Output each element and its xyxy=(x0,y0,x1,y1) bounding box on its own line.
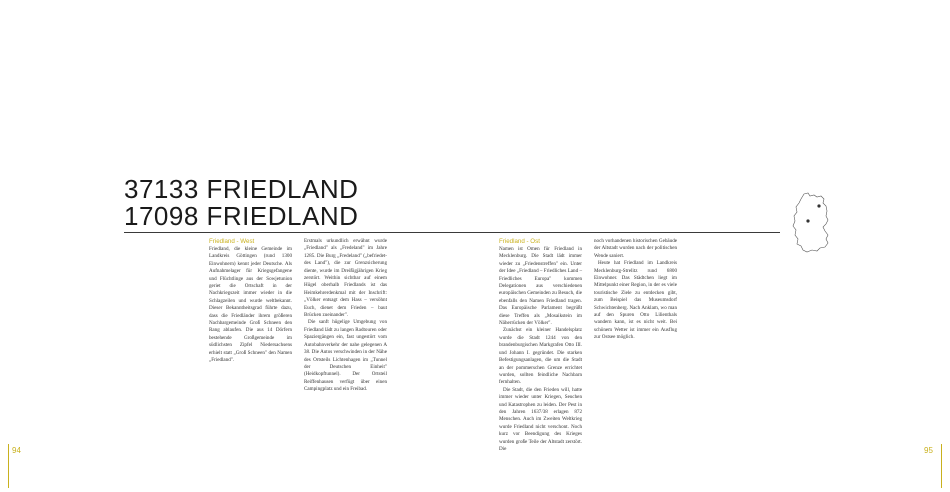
title-line-ost: 17098 FRIEDLAND xyxy=(124,201,359,231)
title-line-west: 37133 FRIEDLAND xyxy=(124,174,359,204)
page-number-right: 95 xyxy=(924,446,933,455)
paragraph: Friedland, die kleine Gemeinde im Landkreis Göttingen (rund 1300 Einwohnern) kennt jeder Deutsche. Als Aufnahmelager für Kriegsgefangene und Flüchtlinge aus der Sowjetunion geriet die Ortschaft in der Nachkriegszeit immer wieder in die Schlagzeilen und wurde weltbekannt. Dieser Bekanntheitsgrad führte dazu, dass die Friedländer ihrem größeren Nachbargemeinde Groß Schneen den Rang ablaufen. Die aus 14 Dörfern bestehende Großgemeinde im südlichsten Zipfel Niedersachsens erhielt statt „Groß Schneen" den Namen „Friedland". xyxy=(209,246,292,364)
map-marker-west xyxy=(806,219,809,222)
title-divider xyxy=(124,232,780,233)
column-west-continued xyxy=(304,238,387,394)
paragraph: Die Stadt, die den Frieden will, hatte immer wieder unter Kriegen, Seuchen und Katastrophen zu leiden. Der Pest in den Jahren 1637/38 erlagen 872 Menschen. Auch im Zweiten Weltkrieg wurde Friedland nicht verschont. Noch kurz vor Beendigung des Krieges wurden große Teile der Altstadt zerstört. Die xyxy=(499,386,582,452)
column-ost-continued xyxy=(594,238,677,342)
paragraph: Heute hat Friedland im Landkreis Mecklenburg-Strelitz rund 6800 Einwohner. Das Städtchen liegt im Mittelpunkt einer Region, in der es viele touristische Ziele zu entdecken gibt, zum Beispiel das Museumsdorf Schwichtenberg. Nach Anklam, wo man auf den Spuren Otto Lilienthals wandern kann, ist es nicht weit. Bei schönem Wetter ist immer ein Ausflug zur Ostsee möglich. xyxy=(594,260,677,341)
map-marker-ost xyxy=(817,204,820,207)
heading-ost: Friedland - Ost xyxy=(499,238,540,245)
page-marker-left xyxy=(8,444,9,488)
column-west xyxy=(209,238,292,365)
paragraph: noch vorhandenen historischen Gebäude der Altstadt wurden nach der politischen Wende saniert. xyxy=(594,238,677,259)
page-number-left: 94 xyxy=(12,446,21,455)
page-marker-right xyxy=(941,444,942,488)
paragraph: Die sanft hügelige Umgebung von Friedland lädt zu langen Radtouren oder Spaziergängen ein, fast ungestört vom Autobahnverkehr der nahe gelegenen A 38. Die Autos verschwinden in der Nähe des Ortsteils Lichtenhagen im „Tunnel der Deutschen Einheit" (Heidkopftunnel). Der Ortsteil Reiffenhausen verfügt über einen Campingplatz und ein Freibad. xyxy=(304,319,387,393)
heading-west: Friedland - West xyxy=(209,238,255,245)
paragraph: Zunächst ein kleiner Handelsplatz wurde die Stadt 1244 von den brandenburgischen Markgrafen Otto III. und Johann I. gegründet. Die starken Befestigungsanlagen, die um die Stadt an der pommerschen Grenze errichtet wurden, sollten feindliche Nachbarn fernhalten. xyxy=(499,327,582,386)
germany-map-icon xyxy=(790,192,832,254)
germany-outline xyxy=(793,193,828,252)
paragraph: Erstmals urkundlich erwähnt wurde „Friedland" als „Fredeland" im Jahre 1285. Die Burg „Fredeland" („befriedet-des Land"), die zur Grenzsicherung diente, wurde im Dreißigjährigen Krieg zerstört. Weithin sichtbar auf einem Hügel oberhalb Friedlands ist das Heimkehrerdenkmal mit der Inschrift: „Völker entsagt dem Hass – versöhnt Euch, dienet dem Frieden – baut Brücken zueinander". xyxy=(304,238,387,319)
paragraph: Namen ist Omen für Friedland in Mecklenburg. Die Stadt lädt immer wieder zu „Friedenstreffen" ein. Unter der Idee „Friedland – Friedliches Land – Friedliches Europa" kommen Delegationen aus verschiedenen europäischen Gemeinden zu Besuch, die ebenfalls den Namen Friedland tragen. Das Europäische Parlament begrüßt diese Treffen als „Mosaikstein im Näherrücken der Völker". xyxy=(499,246,582,327)
column-ost xyxy=(499,238,582,453)
